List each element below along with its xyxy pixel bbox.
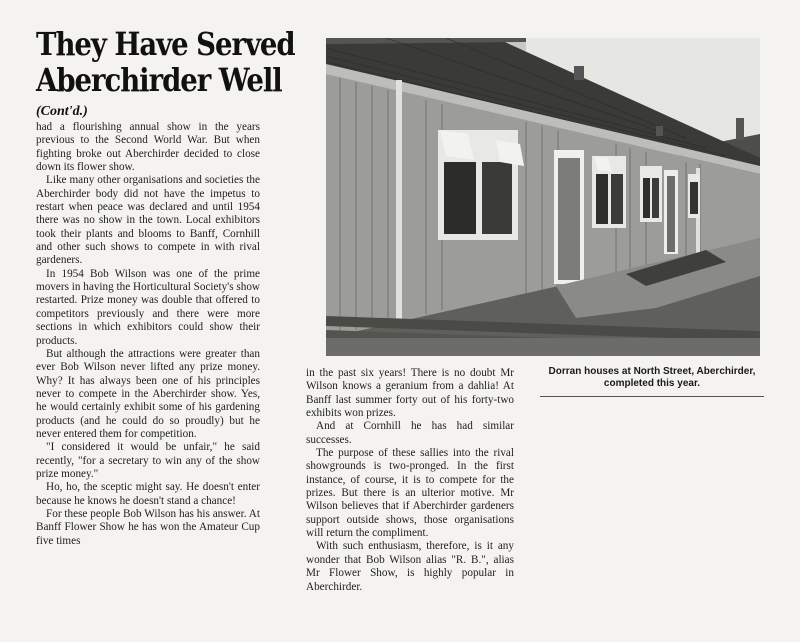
paragraph: in the past six years! There is no doubt Mr Wilson knows a geranium from a dahlia! At Banff last summer forty out of his forty-two exhibits won prizes. xyxy=(306,367,514,420)
paragraph: With such enthusiasm, therefore, is it any wonder that Bob Wilson alias "R. B.", alias Mr Flower Show, is highly popular in Aberchirder. xyxy=(306,540,514,593)
paragraph: "I considered it would be unfair," he said recently, "for a secretary to win any of the show prize money." xyxy=(36,441,260,480)
paragraph: Like many other organisations and societies the Aberchirder body did not have the impetus to restart when peace was declared and until 1954 there was no show in the town. Local exhibitors took their plants and blooms to Banff, Cornhill and other such shows to compete in with rival gardeners. xyxy=(36,174,260,267)
houses-photo xyxy=(326,38,760,356)
paragraph: had a flourishing annual show in the years previous to the Second World War. But when fighting broke out Aberchirder decided to close down its flower show. xyxy=(36,121,260,174)
paragraph: For these people Bob Wilson has his answer. At Banff Flower Show he has won the Amateur Cup five times xyxy=(36,507,260,547)
caption-divider xyxy=(540,396,764,397)
paragraph: In 1954 Bob Wilson was one of the prime movers in having the Horticultural Society's show restarted. Prize money was double that offered to competitors previously and there were more sections in which exhibitors could show their products. xyxy=(36,267,260,347)
article-column-1 xyxy=(36,121,260,548)
headline-line-1: They Have Served xyxy=(36,25,295,63)
paragraph: Ho, ho, the sceptic might say. He doesn't enter because he knows he doesn't stand a chance! xyxy=(36,481,260,507)
paragraph: But although the attractions were greater than ever Bob Wilson never lifted any prize money. Why? It has always been one of his principles never to compete in the Aberchirder show. Yes, he would certainly exhibit some of his gardening products (and he could do so proudly) but he never entered them for competition. xyxy=(36,347,260,440)
paragraph: And at Cornhill he has had similar successes. xyxy=(306,420,514,446)
photo-caption: Dorran houses at North Street, Aberchirder, completed this year. xyxy=(548,366,756,389)
article-column-2 xyxy=(306,367,514,594)
article-headline xyxy=(36,25,295,99)
continued-label: (Cont'd.) xyxy=(36,104,88,119)
headline-line-2: Aberchirder Well xyxy=(36,61,282,99)
paragraph: The purpose of these sallies into the rival showgrounds is two-pronged. In the first instance, of course, it is to compete for the prizes. But there is an ulterior motive. Mr Wilson believes that if Aberchirder gardeners support outside shows, those organisations will return the compliment. xyxy=(306,447,514,540)
houses-photo-drawing xyxy=(326,38,760,356)
